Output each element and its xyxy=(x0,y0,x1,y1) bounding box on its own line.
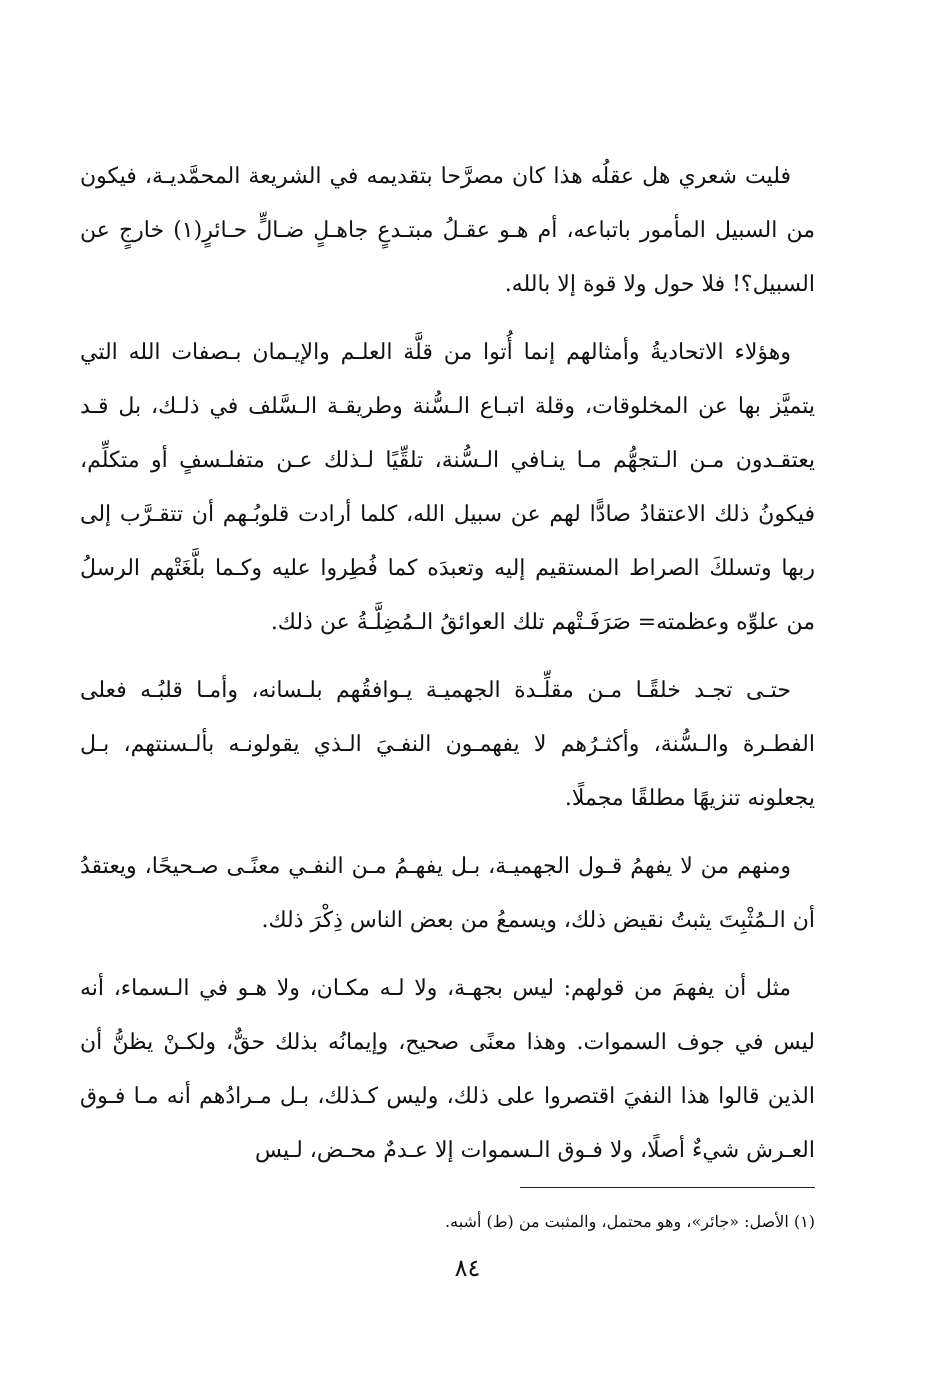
main-text xyxy=(80,150,815,1192)
footnote-divider xyxy=(520,1187,815,1188)
footnote: (١) الأصل: «جائر»، وهو محتمل، والمثبت من (ط) أشبه. xyxy=(445,1212,815,1231)
paragraph: ومنهم من لا يفهمُ قـول الجهميـة، بـل يفهـمُ مـن النفـي معنًـى صـحيحًا، ويعتقدُ أن الـمُثْبِتَ يثبتُ نقيض ذلك، ويسمعُ من بعض الناس ذِكْرَ ذلك. xyxy=(80,854,815,933)
page-number: ٨٤ xyxy=(454,1254,481,1282)
paragraph: فليت شعري هل عقلُه هذا كان مصرَّحا بتقديمه في الشريعة المحمَّديـة، فيكون من السبيل المأمور باتباعه، أم هـو عقـلُ مبتـدعٍ جاهـلٍ ضـالٍّ حـائرٍ(١) خارجٍ عن السبيل؟! فلا حول ولا قوة إلا بالله. xyxy=(80,164,815,297)
paragraph: مثل أن يفهمَ من قولهم: ليس بجهـة، ولا لـه مكـان، ولا هـو في الـسماء، أنه ليس في جوف السموات. وهذا معنًى صحيح، وإيمانُه بذلك حقٌّ، ولكـنْ يظنُّ أن الذين قالوا هذا النفيَ اقتصروا على ذلك، وليس كـذلك، بـل مـرادُهم أنه مـا فـوق العـرش شيءٌ أصلًا، ولا فـوق الـسموات إلا عـدمٌ محـض، لـيس xyxy=(80,976,815,1163)
paragraph: حتـى تجـد خلقًـا مـن مقلِّـدة الجهميـة يـوافقُهم بلـسانه، وأمـا قلبُـه فعلى الفطـرة والـسُّنة، وأكثـرُهم لا يفهمـون النفـيَ الـذي يقولونـه بألـسنتهم، بـل يجعلونه تنزيهًا مطلقًا مجملًا. xyxy=(80,678,815,811)
paragraph: وهؤلاء الاتحاديةُ وأمثالهم إنما أُتوا من قلَّة العلـم والإيـمان بـصفات الله التي يتميَّز بها عن المخلوقات، وقلة اتبـاع الـسُّنة وطريقـة الـسَّلف في ذلـك، بل قـد يعتقـدون مـن الـتجهُّم مـا ينـافي الـسُّنة، تلقِّيًا لـذلك عـن متفلـسفٍ أو متكلِّم، فيكونُ ذلك الاعتقادُ صادًّا لهم عن سبيل الله، كلما أرادت قلوبُـهم أن تتقـرَّب إلى ربها وتسلكَ الصراط المستقيم إليه وتعبدَه كما فُطِروا عليه وكـما بلَّغَتْهم الرسلُ من علوِّه وعظمته= صَرَفَـتْهم تلك العوائقُ الـمُضِلَّـةُ عن ذلك. xyxy=(80,340,815,635)
